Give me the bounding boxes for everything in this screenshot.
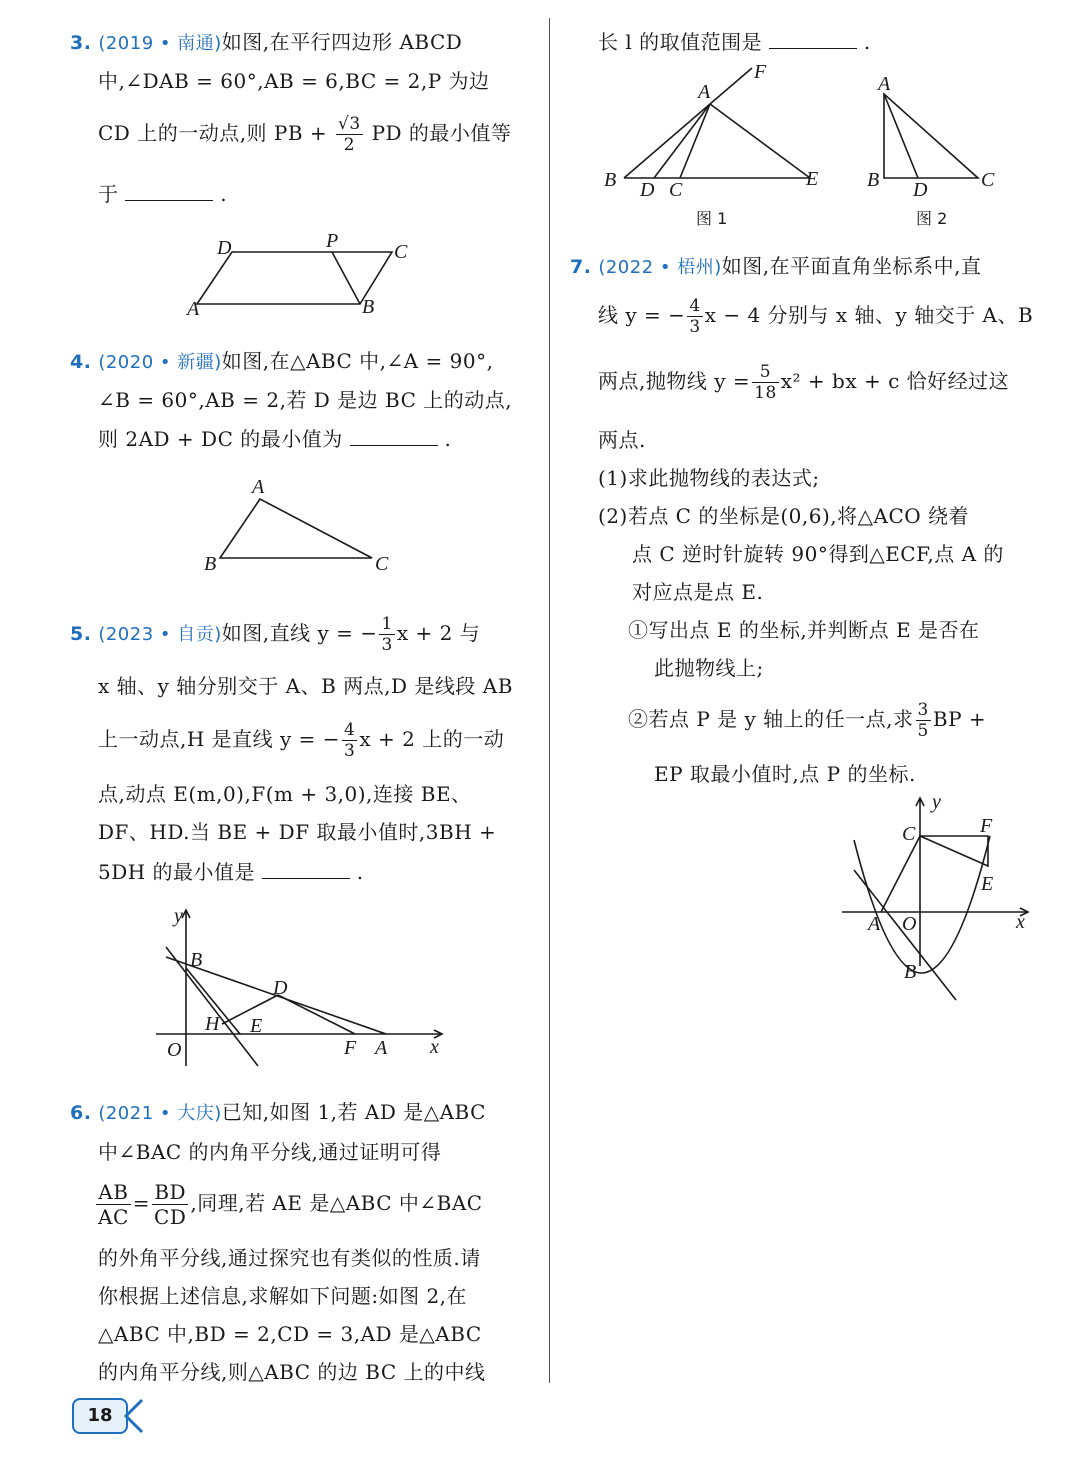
q7-sub1b: 此抛物线上; [654,656,764,680]
q5-label-h: H [205,1013,220,1035]
q6-line2: 中∠BAC 的内角平分线,通过证明可得 [98,1140,442,1164]
q6-line7: 的内角平分线,则△ABC 的边 BC 上的中线 [98,1360,486,1384]
q4-number: 4. [70,351,92,373]
q6-fig1-label-f: F [754,61,767,83]
q4-line3: 则 2AD + DC 的最小值为 [98,427,343,451]
q6-fig2-label-d: D [913,179,928,201]
q7-label-e: E [981,873,994,895]
q6-fig1-label-e: E [806,168,819,190]
q3-line2: 中,∠DAB = 60°,AB = 6,BC = 2,P 为边 [98,69,490,93]
q7-number: 7. [570,256,592,278]
q5-label-e: E [250,1015,263,1037]
q6-line5: 你根据上述信息,求解如下问题:如图 2,在 [98,1284,468,1308]
q7-label-c: C [902,823,916,845]
q3-line3b: PD 的最小值等 [371,121,512,145]
q5-coordinate-figure [70,18,530,1078]
q5-label-x: x [430,1036,439,1058]
q3-label-b: B [362,296,375,318]
q7-label-a: A [868,913,881,935]
q3-label-c: C [394,241,408,263]
q5-line5: DF、HD.当 BE + DF 取最小值时,3BH + [98,820,497,844]
q7-sub2c: EP 取最小值时,点 P 的坐标. [654,762,916,786]
q3-line3a: CD 上的一动点,则 PB + [98,121,328,145]
q5-line2: x 轴、y 轴分别交于 A、B 两点,D 是线段 AB [98,674,513,698]
q5-line3a: 上一动点,H 是直线 y = − [98,727,341,751]
q4-label-c: C [375,553,389,575]
q3-label-a: A [187,298,200,320]
page-number: 18 [87,1405,113,1426]
q6-line6: △ABC 中,BD = 2,CD = 3,AD 是△ABC [98,1322,482,1346]
q7-line2b: x − 4 分别与 x 轴、y 轴交于 A、B [704,303,1034,327]
q6-line1: 已知,如图 1,若 AD 是△ABC [221,1100,486,1124]
q7-line3a: 两点,抛物线 y = [598,369,751,393]
q3-number: 3. [70,32,92,54]
q5-line3b: x + 2 上的一动 [359,727,505,751]
q5-line1b: x + 2 与 [396,621,481,645]
q5-label-d: D [273,977,288,999]
q7-line4: 两点. [598,428,646,452]
q5-label-o: O [167,1039,182,1061]
q6-fig2-label-a: A [878,73,891,95]
q7-triangle-ecf [920,836,988,866]
q6-fraction-ab-ac: $\frac{AB}{AC}$ [98,1180,129,1229]
q5-line1a: 如图,直线 y = − [221,621,378,645]
q7-source: (2022 • 梧州) [598,257,722,278]
q6-line3b: ,同理,若 AE 是△ABC 中∠BAC [190,1191,483,1215]
q5-label-a: A [375,1037,388,1059]
q6-line4: 的外角平分线,通过探究也有类似的性质.请 [98,1246,481,1270]
q7-sub2a: ②若点 P 是 y 轴上的任一点,求 [628,707,914,731]
q6-fig1-label-c: C [669,179,683,201]
q7-label-o: O [902,913,917,935]
q7-sub1a: ①写出点 E 的坐标,并判断点 E 是否在 [628,618,980,642]
q7-label-f: F [980,815,993,837]
q3-line4: 于 [98,182,119,206]
q6-fig2-label-c: C [981,169,995,191]
q5-fraction2: $\frac{4}{3}$ [344,720,356,761]
q4-source: (2020 • 新疆) [98,352,222,373]
q7-fraction2: $\frac{5}{18}$ [754,362,777,403]
q7-part2a: (2)若点 C 的坐标是(0,6),将△ACO 绕着 [598,504,969,528]
q7-label-b: B [904,961,917,983]
q6-fig1-label-a: A [698,81,711,103]
q5-number: 5. [70,623,92,645]
q7-part2b: 点 C 逆时针旋转 90°得到△ECF,点 A 的 [632,542,1004,566]
q7-part1: (1)求此抛物线的表达式; [598,466,820,490]
q3-label-p: P [326,230,339,252]
page-number-badge [72,1398,128,1434]
q5-segment-df [278,995,355,1034]
q3-source: (2019 • 南通) [98,33,222,54]
q6-fig1-label-b: B [604,169,617,191]
q7-sub2b: BP + [932,707,987,731]
q6-fig2-label-b: B [867,169,880,191]
q5-label-b: B [190,949,203,971]
q3-fraction: $\frac{√3}{2}$ [338,114,361,155]
q7-label-x: x [1016,911,1025,933]
q6-source: (2021 • 大庆) [98,1103,222,1124]
q7-coordinate-figure [570,18,1032,1018]
q7-line1: 如图,在平面直角坐标系中,直 [721,254,982,278]
q4-label-a: A [252,476,265,498]
q7-segment-ac [881,836,920,912]
q5-fraction1: $\frac{1}{3}$ [381,614,393,655]
q5-source: (2023 • 自贡) [98,624,222,645]
q7-label-y: y [932,791,941,813]
q7-fraction3: $\frac{3}{5}$ [917,700,929,741]
q4-label-b: B [204,553,217,575]
q6-fig1-caption: 图 1 [696,209,728,228]
q4-line1: 如图,在△ABC 中,∠A = 90°, [221,349,494,373]
q7-parabola [854,836,990,973]
q5-line4: 点,动点 E(m,0),F(m + 3,0),连接 BE、 [98,782,472,806]
q4-line2: ∠B = 60°,AB = 2,若 D 是边 BC 上的动点, [98,388,513,412]
q6-right-line1: 长 l 的取值范围是 [598,30,763,54]
q6-fraction-bd-cd: $\frac{BD}{CD}$ [154,1180,187,1229]
q6-fig2-caption: 图 2 [916,209,948,228]
q5-label-y: y [174,905,183,927]
q5-label-f: F [344,1037,357,1059]
q7-part2c: 对应点是点 E. [632,580,764,604]
q3-line1: 如图,在平行四边形 ABCD [221,30,463,54]
q7-fraction1: $\frac{4}{3}$ [689,296,701,337]
column-divider [549,18,550,1383]
q6-fig1-label-d: D [640,179,655,201]
q6-number: 6. [70,1102,92,1124]
page-tab-arrow-icon [122,1398,146,1436]
q7-line3b: x² + bx + c 恰好经过这 [780,369,1010,393]
q3-label-d: D [217,237,232,259]
q5-line6: 5DH 的最小值是 [98,860,256,884]
q7-line2a: 线 y = − [598,303,686,327]
